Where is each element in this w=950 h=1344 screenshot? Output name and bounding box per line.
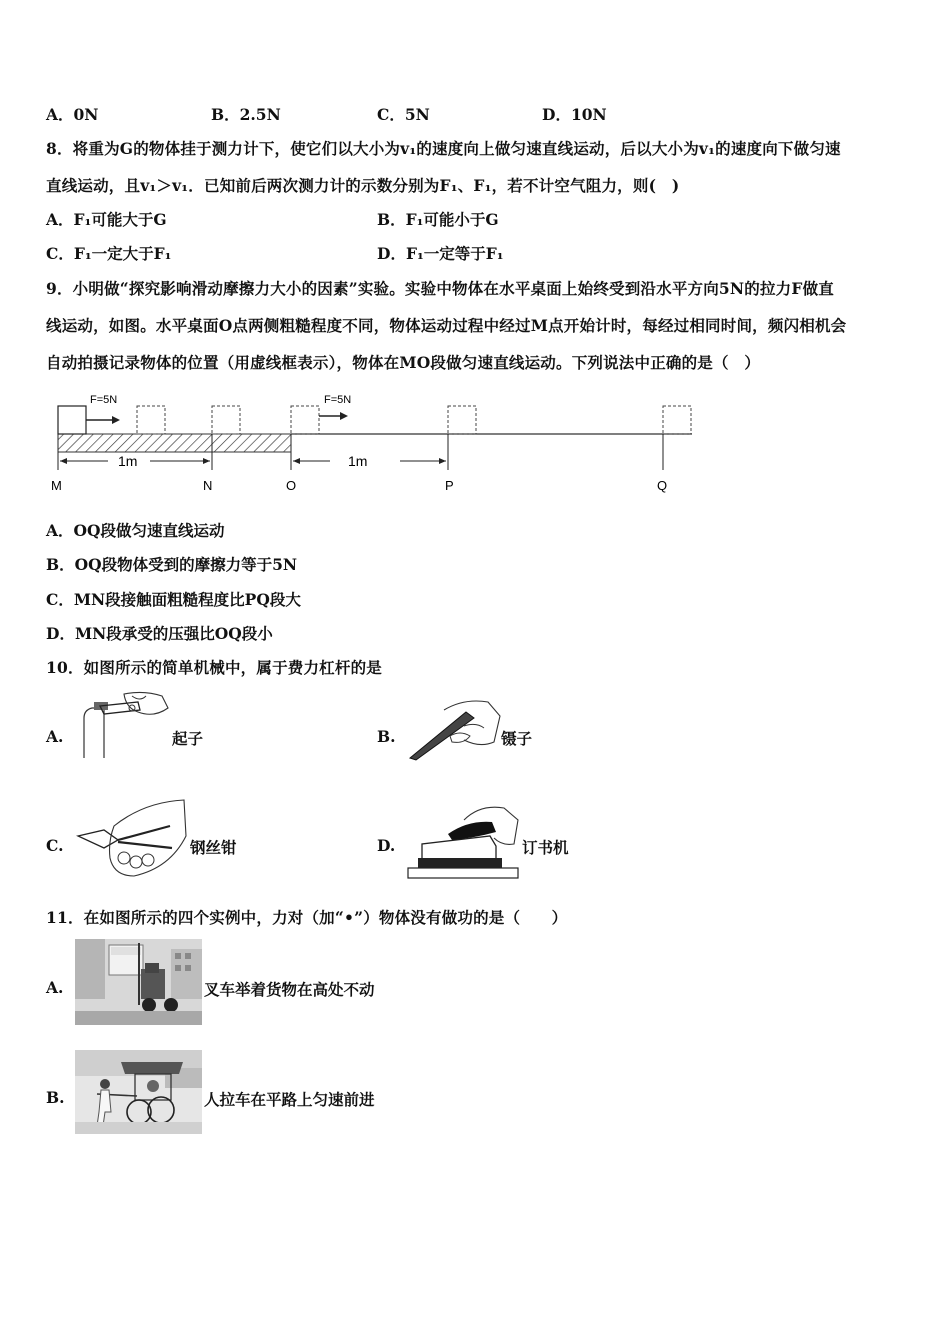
q9-option-a: A．OQ段做匀速直线运动	[46, 521, 225, 540]
q10-stem: 10．如图所示的简单机械中，属于费力杠杆的是	[46, 658, 382, 677]
q9-stem-line3: 自动拍摄记录物体的位置（用虚线框表示），物体在MO段做匀速直线运动。下列说法中正确的是（ ）	[46, 353, 761, 372]
q8-option-c: C．F₁一定大于F₁	[46, 244, 172, 263]
q9-motion-diagram	[40, 388, 720, 498]
force-label-2: F=5N	[324, 394, 352, 406]
q10-option-a-label: 起子	[172, 729, 204, 748]
tweezers-illustration	[404, 696, 502, 762]
object-block	[58, 406, 86, 434]
point-q: Q	[657, 478, 668, 493]
q11-option-b-letter: B.	[46, 1088, 65, 1107]
point-p: P	[445, 478, 454, 493]
frame-3	[291, 406, 319, 434]
q10-option-b-label: 镊子	[501, 729, 533, 748]
force-label-1: F=5N	[90, 394, 118, 406]
force-arrow-1	[112, 416, 120, 424]
q11-stem: 11．在如图所示的四个实例中，力对（加“•”）物体没有做功的是（ ）	[46, 908, 568, 927]
distance-label-1: 1m	[118, 453, 138, 469]
q9-option-b: B．OQ段物体受到的摩擦力等于5N	[46, 555, 298, 574]
q10-option-b-letter: B.	[377, 727, 396, 746]
q7-option-d: D．10N	[542, 105, 607, 124]
q9-stem-line1: 9．小明做“探究影响滑动摩擦力大小的因素”实验。实验中物体在水平桌面上始终受到沿水平方向5N的拉力F做直	[46, 279, 834, 298]
pliers-illustration	[74, 796, 188, 880]
q8-stem-line1: 8．将重为G的物体挂于测力计下，使它们以大小为v₁的速度向上做匀速直线运动，后以大小为v₁的速度向下做匀速	[46, 139, 841, 158]
point-o: O	[286, 478, 297, 493]
q7-option-b: B．2.5N	[211, 105, 281, 124]
frame-1	[137, 406, 165, 434]
q7-option-a: A．0N	[46, 105, 99, 124]
q8-stem-line2: 直线运动，且v₁＞v₁．已知前后两次测力计的示数分别为F₁、F₁，若不计空气阻力，则( )	[46, 176, 680, 195]
distance-label-2: 1m	[348, 453, 368, 469]
force-arrow-2	[340, 412, 348, 420]
rough-surface	[58, 434, 291, 452]
q8-option-a: A．F₁可能大于G	[46, 210, 167, 229]
bottle-opener-illustration	[74, 688, 172, 760]
frame-2	[212, 406, 240, 434]
forklift-photo	[75, 939, 202, 1025]
q10-option-a-letter: A.	[46, 727, 64, 746]
q10-option-c-label: 钢丝钳	[190, 838, 237, 857]
q10-option-d-letter: D.	[377, 836, 396, 855]
rickshaw-photo	[75, 1050, 202, 1134]
frame-4	[448, 406, 476, 434]
q9-option-c: C．MN段接触面粗糙程度比PQ段大	[46, 590, 301, 609]
stapler-illustration	[404, 804, 522, 882]
q11-option-a-label: 叉车举着货物在高处不动	[204, 980, 375, 999]
q9-stem-line2: 线运动，如图。水平桌面O点两侧粗糙程度不同，物体运动过程中经过M点开始计时，每经过相同时间，频闪相机会	[46, 316, 847, 335]
q9-option-d: D．MN段承受的压强比OQ段小	[46, 624, 273, 643]
q11-option-a-letter: A.	[46, 978, 64, 997]
q8-option-b: B．F₁可能小于G	[377, 210, 499, 229]
q10-option-c-letter: C.	[46, 836, 64, 855]
q11-option-b-label: 人拉车在平路上匀速前进	[204, 1090, 375, 1109]
point-m: M	[51, 478, 62, 493]
q8-option-d: D．F₁一定等于F₁	[377, 244, 504, 263]
point-n: N	[203, 478, 213, 493]
frame-5	[663, 406, 691, 434]
q7-option-c: C．5N	[377, 105, 430, 124]
q10-option-d-label: 订书机	[522, 838, 569, 857]
